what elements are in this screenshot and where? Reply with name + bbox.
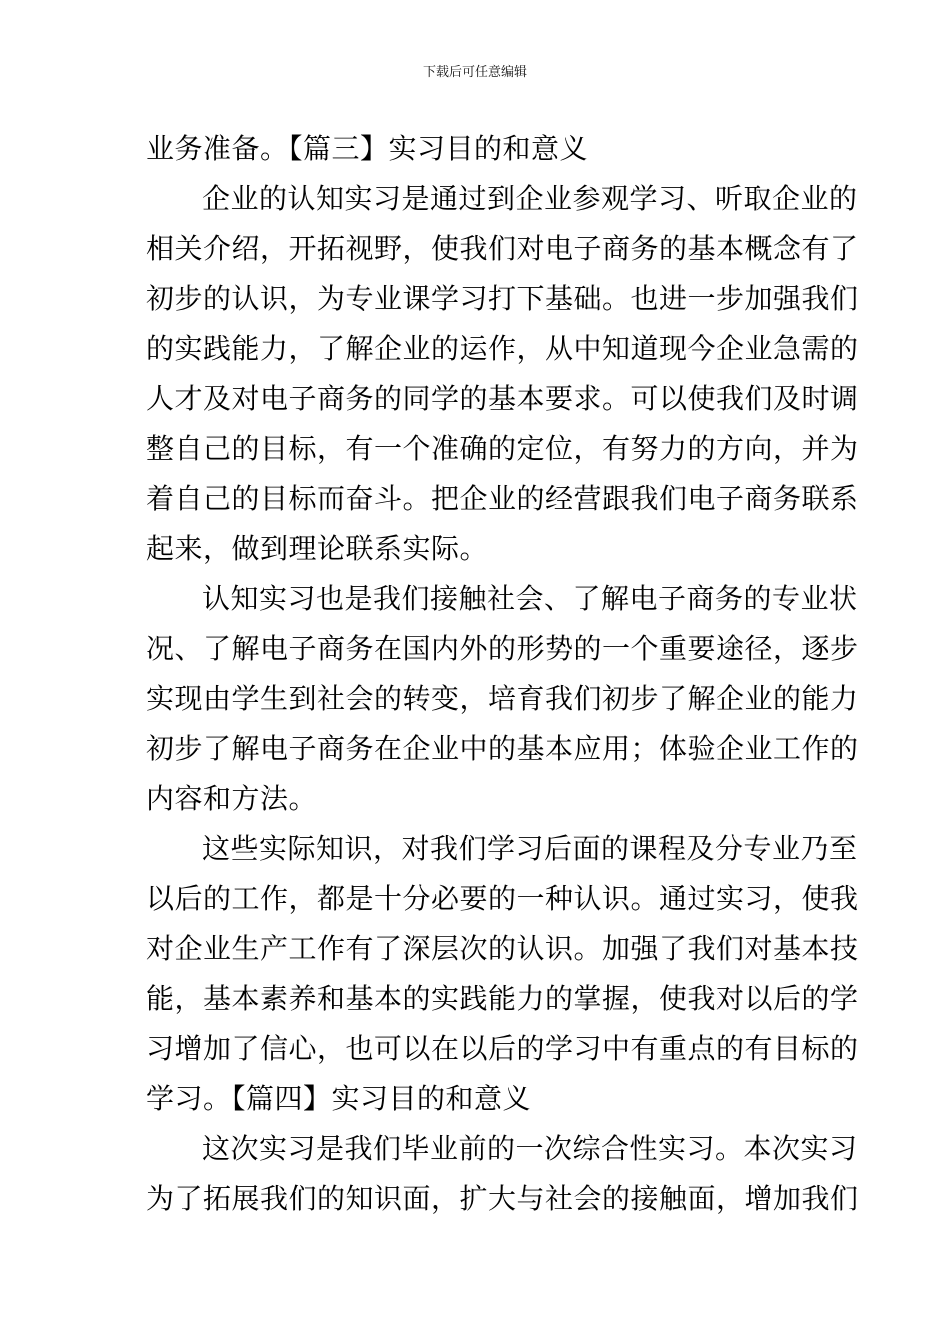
text-line: 学习。【篇四】实习目的和意义 — [146, 1082, 532, 1115]
text-line: 实现由学生到社会的转变，培育我们初步了解企业的能力 — [146, 682, 859, 715]
text-line: 相关介绍，开拓视野，使我们对电子商务的基本概念有了 — [146, 232, 859, 265]
text-line: 初步的认识，为专业课学习打下基础。也进一步加强我们 — [146, 282, 859, 315]
paragraph-first-line: 这次实习是我们毕业前的一次综合性实习。本次实习 — [202, 1132, 858, 1165]
text-line: 对企业生产工作有了深层次的认识。加强了我们对基本技 — [146, 932, 859, 965]
text-line: 以后的工作，都是十分必要的一种认识。通过实习，使我 — [146, 882, 859, 915]
page-header: 下载后可任意编辑 — [422, 65, 527, 80]
text-line: 的实践能力，了解企业的运作，从中知道现今企业急需的 — [146, 332, 859, 365]
text-line: 整自己的目标，有一个准确的定位，有努力的方向，并为 — [146, 432, 859, 465]
paragraph-first-line: 认知实习也是我们接触社会、了解电子商务的专业状 — [202, 582, 858, 615]
text-line: 人才及对电子商务的同学的基本要求。可以使我们及时调 — [146, 382, 859, 415]
paragraph-first-line: 这些实际知识，对我们学习后面的课程及分专业乃至 — [202, 832, 858, 865]
text-line: 内容和方法。 — [146, 782, 318, 815]
text-line: 况、了解电子商务在国内外的形势的一个重要途径，逐步 — [146, 632, 859, 665]
text-line: 初步了解电子商务在企业中的基本应用；体验企业工作的 — [146, 732, 859, 765]
text-line: 业务准备。【篇三】实习目的和意义 — [146, 132, 589, 165]
text-line: 能，基本素养和基本的实践能力的掌握，使我对以后的学 — [146, 982, 859, 1015]
paragraph-first-line: 企业的认知实习是通过到企业参观学习、听取企业的 — [202, 182, 858, 215]
text-line: 着自己的目标而奋斗。把企业的经营跟我们电子商务联系 — [146, 482, 859, 515]
text-line: 起来，做到理论联系实际。 — [146, 532, 489, 565]
text-line: 习增加了信心，也可以在以后的学习中有重点的有目标的 — [146, 1032, 859, 1065]
text-line: 为了拓展我们的知识面，扩大与社会的接触面，增加我们 — [146, 1182, 859, 1215]
